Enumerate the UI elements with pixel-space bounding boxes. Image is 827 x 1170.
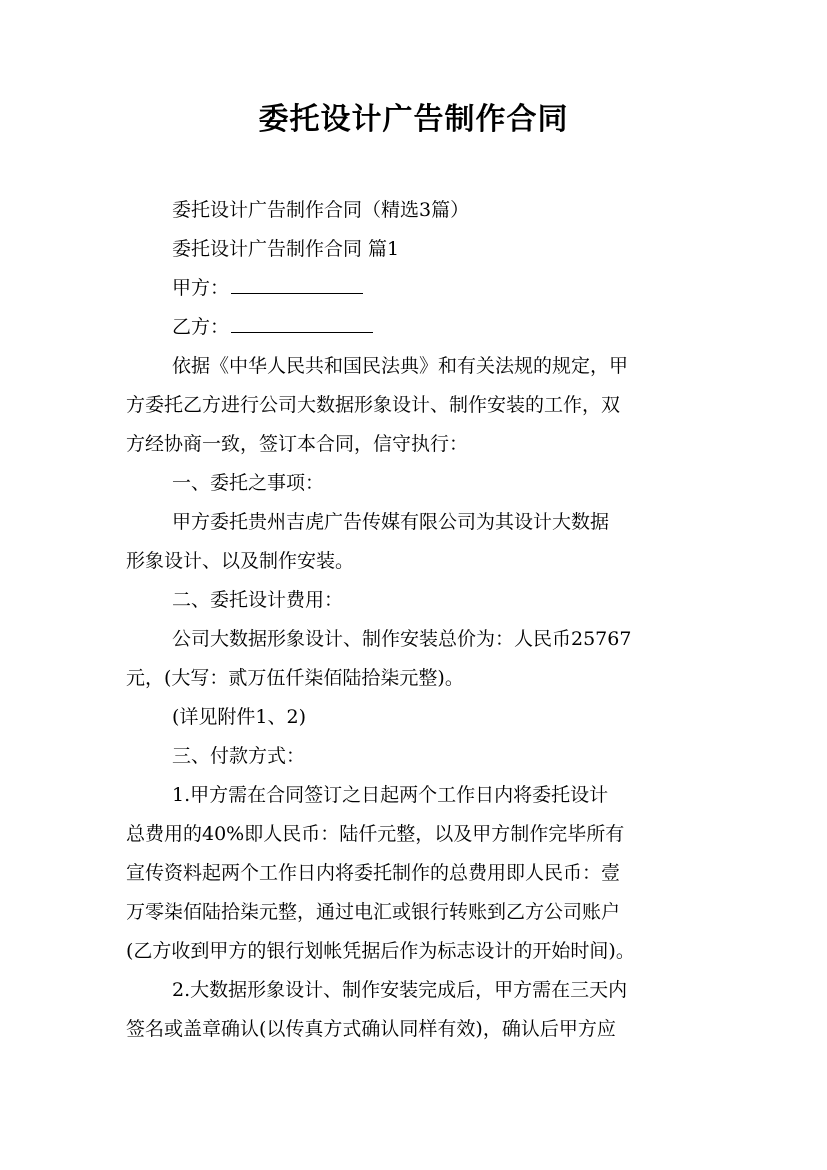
party-a-label: 甲方： bbox=[172, 277, 230, 299]
paragraph-line: 1.甲方需在合同签订之日起两个工作日内将委托设计 bbox=[172, 784, 609, 806]
document-body bbox=[126, 191, 701, 1049]
section-heading: 二、委托设计费用： bbox=[172, 589, 344, 611]
paragraph-line: 依据《中华人民共和国民法典》和有关法规的规定，甲 bbox=[172, 355, 629, 377]
paragraph-line: 形象设计、以及制作安装。 bbox=[126, 550, 355, 572]
paragraph-line: 元，(大写：贰万伍仟柒佰陆拾柒元整)。 bbox=[126, 667, 464, 689]
section-heading: 一、委托之事项： bbox=[172, 472, 325, 494]
paragraph-line: 2.大数据形象设计、制作安装完成后，甲方需在三天内 bbox=[172, 979, 628, 1001]
paragraph-line: 方委托乙方进行公司大数据形象设计、制作安装的工作，双 bbox=[126, 394, 621, 416]
paragraph-line: 总费用的40%即人民币：陆仟元整，以及甲方制作完毕所有 bbox=[126, 823, 625, 845]
party-b-blank bbox=[231, 310, 373, 333]
paragraph-line: (乙方收到甲方的银行划帐凭据后作为标志设计的开始时间)。 bbox=[126, 940, 635, 962]
paragraph-line: 公司大数据形象设计、制作安装总价为：人民币25767 bbox=[172, 628, 632, 650]
document-title: 委托设计广告制作合同 bbox=[258, 102, 569, 137]
paragraph-line: 签名或盖章确认(以传真方式确认同样有效)，确认后甲方应 bbox=[126, 1018, 616, 1040]
paragraph-line: 委托设计广告制作合同（精选3篇） bbox=[172, 199, 470, 221]
party-a-line bbox=[126, 269, 701, 308]
paragraph-line: (详见附件1、2) bbox=[172, 706, 307, 728]
section-heading: 三、付款方式： bbox=[172, 745, 306, 767]
party-b-label: 乙方： bbox=[172, 316, 230, 338]
party-a-blank bbox=[231, 271, 363, 294]
paragraph-line: 方经协商一致，签订本合同，信守执行： bbox=[126, 433, 469, 455]
paragraph-line: 宣传资料起两个工作日内将委托制作的总费用即人民币：壹 bbox=[126, 862, 621, 884]
paragraph-line: 委托设计广告制作合同 篇1 bbox=[172, 238, 400, 260]
party-b-line bbox=[126, 308, 701, 347]
paragraph-line: 甲方委托贵州吉虎广告传媒有限公司为其设计大数据 bbox=[172, 511, 610, 533]
paragraph-line: 万零柒佰陆拾柒元整，通过电汇或银行转账到乙方公司账户 bbox=[126, 901, 621, 923]
